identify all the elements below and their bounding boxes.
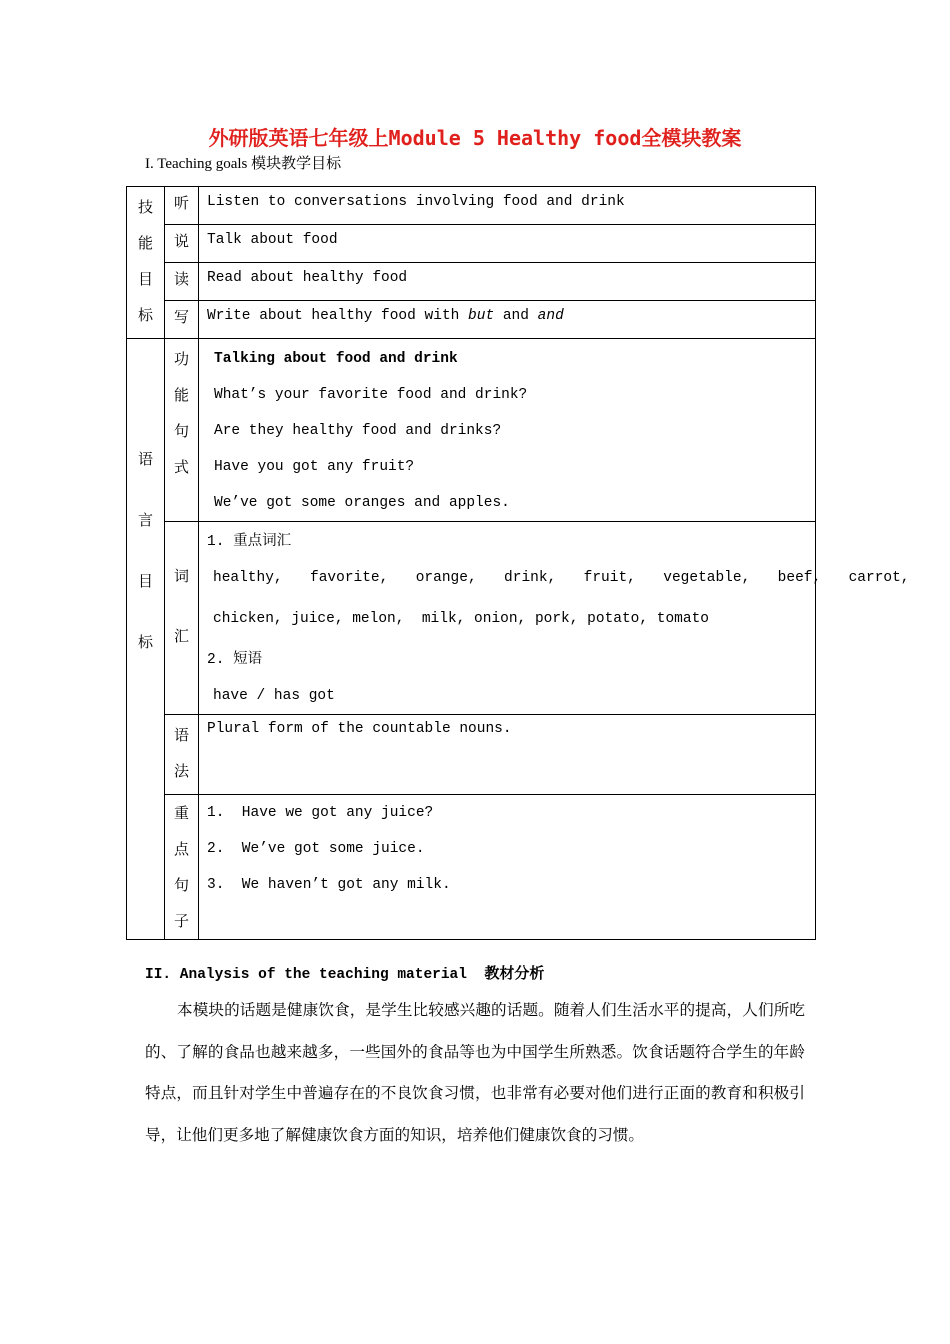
phrase-item: have / has got	[213, 688, 335, 704]
language-grammar-row	[127, 715, 816, 795]
analysis-heading: II. Analysis of the teaching material 教材分析	[145, 964, 545, 983]
listening-label: 听	[173, 194, 189, 212]
function-sentences	[199, 339, 815, 521]
skill-row-writing	[127, 301, 816, 339]
listening-goal: Listen to conversations involving food and drink	[207, 194, 625, 210]
skill-row-reading	[127, 263, 816, 301]
language-goal-label-cell	[127, 339, 165, 940]
function-label: 功 能 句 式	[173, 350, 189, 476]
grammar-label: 语 法	[173, 726, 189, 780]
skills-goal-label: 技 能 目 标	[137, 198, 153, 324]
speaking-label: 说	[173, 232, 189, 250]
function-line: Have you got any fruit?	[214, 459, 415, 475]
vocabulary-content	[199, 522, 910, 714]
writing-goal: Write about healthy food with but and and	[207, 308, 564, 324]
key-sentences-list	[199, 795, 815, 903]
language-goal-label: 语 言 目 标	[137, 450, 153, 651]
function-line: Are they healthy food and drinks?	[214, 423, 502, 439]
function-line: What’s your favorite food and drink?	[214, 387, 528, 403]
teaching-goals-heading: I. Teaching goals 模块教学目标	[145, 156, 342, 172]
writing-label: 写	[173, 308, 189, 326]
analysis-paragraph: 本模块的话题是健康饮食，是学生比较感兴趣的话题。随着人们生活水平的提高，人们所吃的、了解的食品也越来越多，一些国外的食品等也为中国学生所熟悉。饮食话题符合学生的年龄特点，而且针对学生中普遍存在的不良饮食习惯，也非常有必要对他们进行正面的教育和积极引导，让他们更多地了解健康饮食方面的知识，培养他们健康饮食的习惯。	[145, 1001, 805, 1144]
skills-goal-label-cell	[127, 187, 165, 339]
language-key-sentences-row	[127, 795, 816, 940]
reading-goal: Read about healthy food	[207, 270, 408, 286]
key-sentences-label: 重 点 句 子	[173, 804, 189, 930]
language-vocabulary-row	[127, 522, 816, 715]
document-title: 外研版英语七年级上Module 5 Healthy food全模块教案	[208, 126, 742, 150]
phrases-heading: 2. 短语	[207, 652, 263, 668]
key-words-line-1: healthy, favorite, orange, drink, fruit, vegetable, beef, carrot,	[213, 570, 910, 586]
key-sentence: 1. Have we got any juice?	[207, 805, 434, 821]
key-vocabulary-heading: 1. 重点词汇	[207, 534, 292, 550]
key-words-line-2: chicken, juice, melon, milk, onion, pork, potato, tomato	[213, 611, 709, 627]
key-sentence: 2. We’ve got some juice.	[207, 841, 425, 857]
language-function-row	[127, 339, 816, 522]
reading-label: 读	[173, 270, 189, 288]
key-sentence: 3. We haven’t got any milk.	[207, 877, 451, 893]
speaking-goal: Talk about food	[207, 232, 338, 248]
function-line: We’ve got some oranges and apples.	[214, 495, 510, 511]
skill-row-listening	[127, 187, 816, 225]
vocabulary-label: 词 汇	[173, 567, 189, 645]
skill-row-speaking	[127, 225, 816, 263]
grammar-text: Plural form of the countable nouns.	[207, 721, 512, 737]
teaching-goals-table	[126, 186, 910, 940]
function-heading: Talking about food and drink	[214, 351, 458, 367]
